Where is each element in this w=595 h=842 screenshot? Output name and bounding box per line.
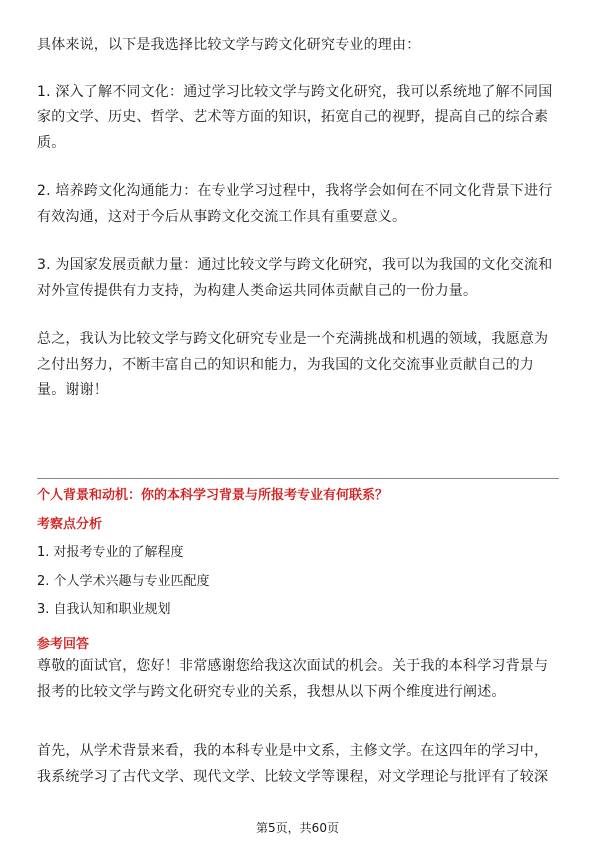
page-number-footer: 第5页，共60页: [256, 821, 339, 835]
intro-paragraph: 具体来说，以下是我选择比较文学与跨文化研究专业的理由：: [37, 37, 421, 53]
analysis-heading: 考察点分析: [37, 517, 103, 532]
answer-paragraph-2: 首先，从学术背景来看，我的本科专业是中文系，主修文学。在这四年的学习中，我系统学习了古代文学、现代文学、比较文学等课程，对文学理论与批评有了较深: [37, 743, 549, 785]
section-divider: [37, 478, 559, 479]
answer-paragraph-1: 尊敬的面试官，您好！非常感谢您给我这次面试的机会。关于我的本科学习背景与报考的比较文学与跨文化研究专业的关系，我想从以下两个维度进行阐述。: [37, 658, 549, 700]
reason-1-paragraph: 1. 深入了解不同文化：通过学习比较文学与跨文化研究，我可以系统地了解不同国家的文学、历史、哲学、艺术等方面的知识，拓宽自己的视野，提高自己的综合素质。: [37, 83, 553, 151]
reason-2-paragraph: 2. 培养跨文化沟通能力：在专业学习过程中，我将学会如何在不同文化背景下进行有效沟通，这对于今后从事跨文化交流工作具有重要意义。: [37, 183, 553, 225]
reason-3-paragraph: 3. 为国家发展贡献力量：通过比较文学与跨文化研究，我可以为我国的文化交流和对外宣传提供有力支持，为构建人类命运共同体贡献自己的一份力量。: [37, 257, 553, 299]
answer-heading: 参考回答: [37, 637, 90, 652]
question-title: 个人背景和动机：你的本科学习背景与所报考专业有何联系？: [37, 488, 389, 503]
conclusion-paragraph: 总之，我认为比较文学与跨文化研究专业是一个充满挑战和机遇的领域，我愿意为之付出努力，不断丰富自己的知识和能力，为我国的文化交流事业贡献自己的力量。谢谢！: [37, 331, 549, 398]
analysis-point-1: 1. 对报考专业的了解程度: [37, 545, 184, 560]
top-section: [37, 33, 559, 404]
analysis-point-2: 2. 个人学术兴趣与专业匹配度: [37, 574, 210, 589]
analysis-point-3: 3. 自我认知和职业规划: [37, 602, 171, 617]
